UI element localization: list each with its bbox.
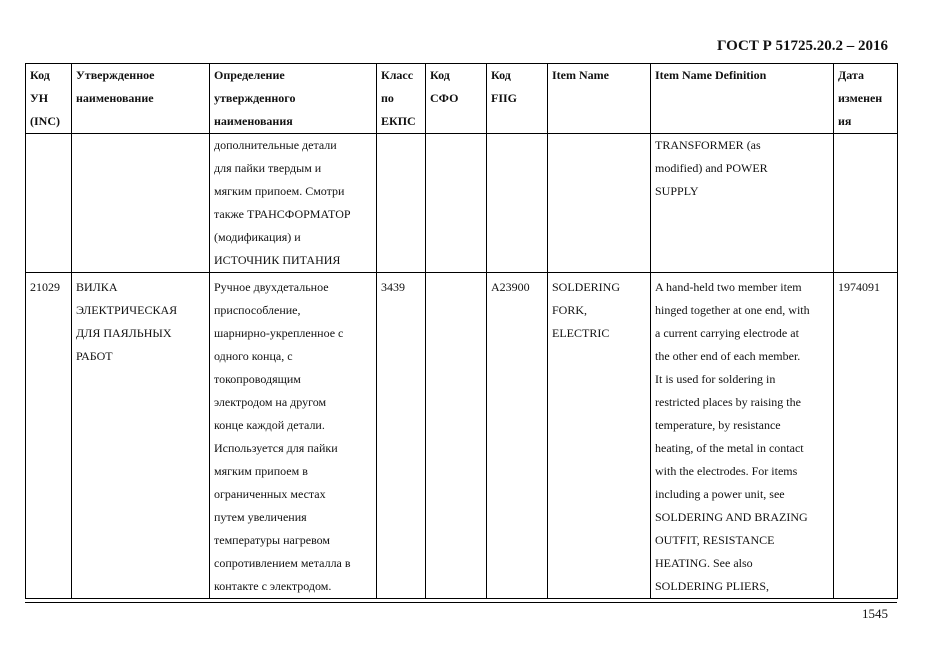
cell-fiig-code: A23900 [487,273,548,599]
cell-inc-code: 21029 [26,273,72,599]
cell-approved-name: ВИЛКА ЭЛЕКТРИЧЕСКАЯ ДЛЯ ПАЯЛЬНЫХ РАБОТ [72,273,210,599]
cell-change-date: 1974091 [834,273,898,599]
cell-inc-code [26,134,72,273]
cell-item-name-definition: TRANSFORMER (as modified) and POWER SUPPLY [651,134,834,273]
header-approved-name: Утвержденное наименование [72,64,210,134]
header-fiig-code: Код FIIG [487,64,548,134]
cell-ekps-class: 3439 [377,273,426,599]
cell-item-name: SOLDERING FORK, ELECTRIC [548,273,651,599]
header-sfo-code: Код СФО [426,64,487,134]
cell-sfo-code [426,273,487,599]
header-inc-code: Код УН (INC) [26,64,72,134]
header-ekps-class: Класс по ЕКПС [377,64,426,134]
document-code: ГОСТ Р 51725.20.2 – 2016 [716,38,888,54]
header-change-date: Дата изменен ия [834,64,898,134]
cell-sfo-code [426,134,487,273]
table-header-row [26,64,898,134]
cell-name-definition-ru: Ручное двухдетальное приспособление, шарнирно-укрепленное с одного конца, с токопроводящим электродом на другом конце каждой детали. Используется для пайки мягким припоем в ограниченных местах путем увеличения температуры нагревом сопротивлением металла в контакте с электродом. [210,273,377,599]
cell-approved-name [72,134,210,273]
cell-item-name [548,134,651,273]
cell-item-name-definition: A hand-held two member item hinged together at one end, with a current carrying electrode at the other end of each member. It is used for soldering in restricted places by raising the temperature, by resistance heating, of the metal in contact with the electrodes. For items including a power unit, see SOLDERING AND BRAZING OUTFIT, RESISTANCE HEATING. See also SOLDERING PLIERS, [651,273,834,599]
header-item-name: Item Name [548,64,651,134]
nomenclature-table [25,63,898,599]
table-bottom-rule [25,602,897,603]
page-number: 1545 [862,606,888,621]
cell-name-definition-ru: дополнительные детали для пайки твердым и мягким припоем. Смотри также ТРАНСФОРМАТОР (модификация) и ИСТОЧНИК ПИТАНИЯ [210,134,377,273]
table-row [26,273,898,599]
table-row [26,134,898,273]
cell-fiig-code [487,134,548,273]
header-name-definition-ru: Определение утвержденного наименования [210,64,377,134]
header-item-name-definition: Item Name Definition [651,64,834,134]
cell-ekps-class [377,134,426,273]
cell-change-date [834,134,898,273]
